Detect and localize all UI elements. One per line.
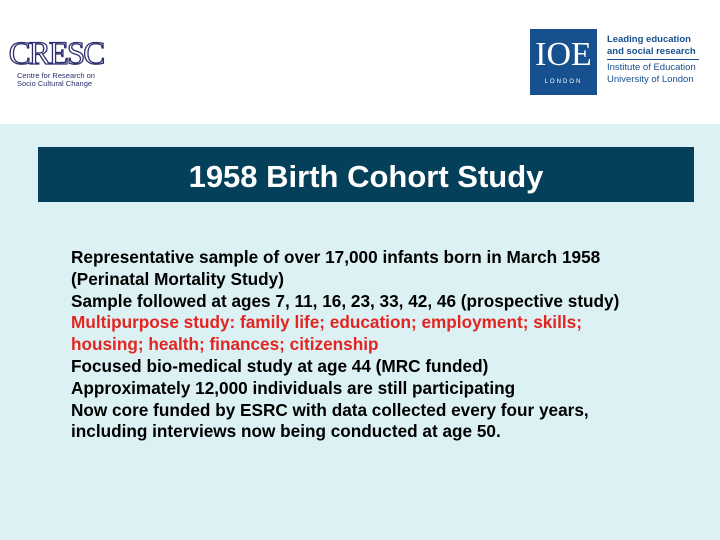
bullet-item xyxy=(44,291,714,313)
cresc-logo xyxy=(8,34,104,94)
bullet-line: Now core funded by ESRC with data collected every four years, xyxy=(71,399,589,420)
ioe-tagline-line-2: and social research xyxy=(607,45,696,57)
ioe-institution-line-1: Institute of Education xyxy=(607,62,696,73)
ioe-logo xyxy=(530,29,597,95)
bullet-item xyxy=(44,356,714,378)
slide-title: 1958 Birth Cohort Study xyxy=(188,159,544,194)
ioe-logo-city: LONDON xyxy=(544,79,583,85)
bullet-line: Sample followed at ages 7, 11, 16, 23, 33, 42, 46 (prospective study) xyxy=(71,290,620,311)
bullet-line: including interviews now being conducted at age 50. xyxy=(71,421,501,442)
bullet-list xyxy=(44,247,714,443)
bullet-item xyxy=(44,378,714,400)
bullet-item-highlighted xyxy=(44,312,714,356)
cresc-caption-line-2: Socio Cultural Change xyxy=(17,79,93,88)
ioe-institution-line-2: University of London xyxy=(607,73,694,85)
ioe-logo-divider xyxy=(607,59,699,60)
title-bar xyxy=(38,147,694,202)
bullet-line: Multipurpose study: family life; education; employment; skills; xyxy=(71,312,582,333)
cresc-caption-line-1: Centre for Research on xyxy=(17,71,95,80)
bullet-item xyxy=(44,247,714,291)
cresc-logo-caption xyxy=(17,72,107,88)
ioe-tagline-line-1: Leading education xyxy=(607,34,691,45)
bullet-item xyxy=(44,400,714,444)
bullet-line: Approximately 12,000 individuals are still participating xyxy=(71,377,516,398)
bullet-line: (Perinatal Mortality Study) xyxy=(71,268,284,289)
bullet-line: housing; health; finances; citizenship xyxy=(71,334,379,355)
cresc-logo-mark xyxy=(8,34,104,72)
ioe-logo-letters: IOE xyxy=(535,36,592,73)
bullet-line: Focused bio-medical study at age 44 (MRC funded) xyxy=(71,355,489,376)
ioe-logo-text xyxy=(607,34,717,85)
bullet-line: Representative sample of over 17,000 infants born in March 1958 xyxy=(71,247,601,267)
cresc-logo-letters: CRESC xyxy=(8,36,104,72)
